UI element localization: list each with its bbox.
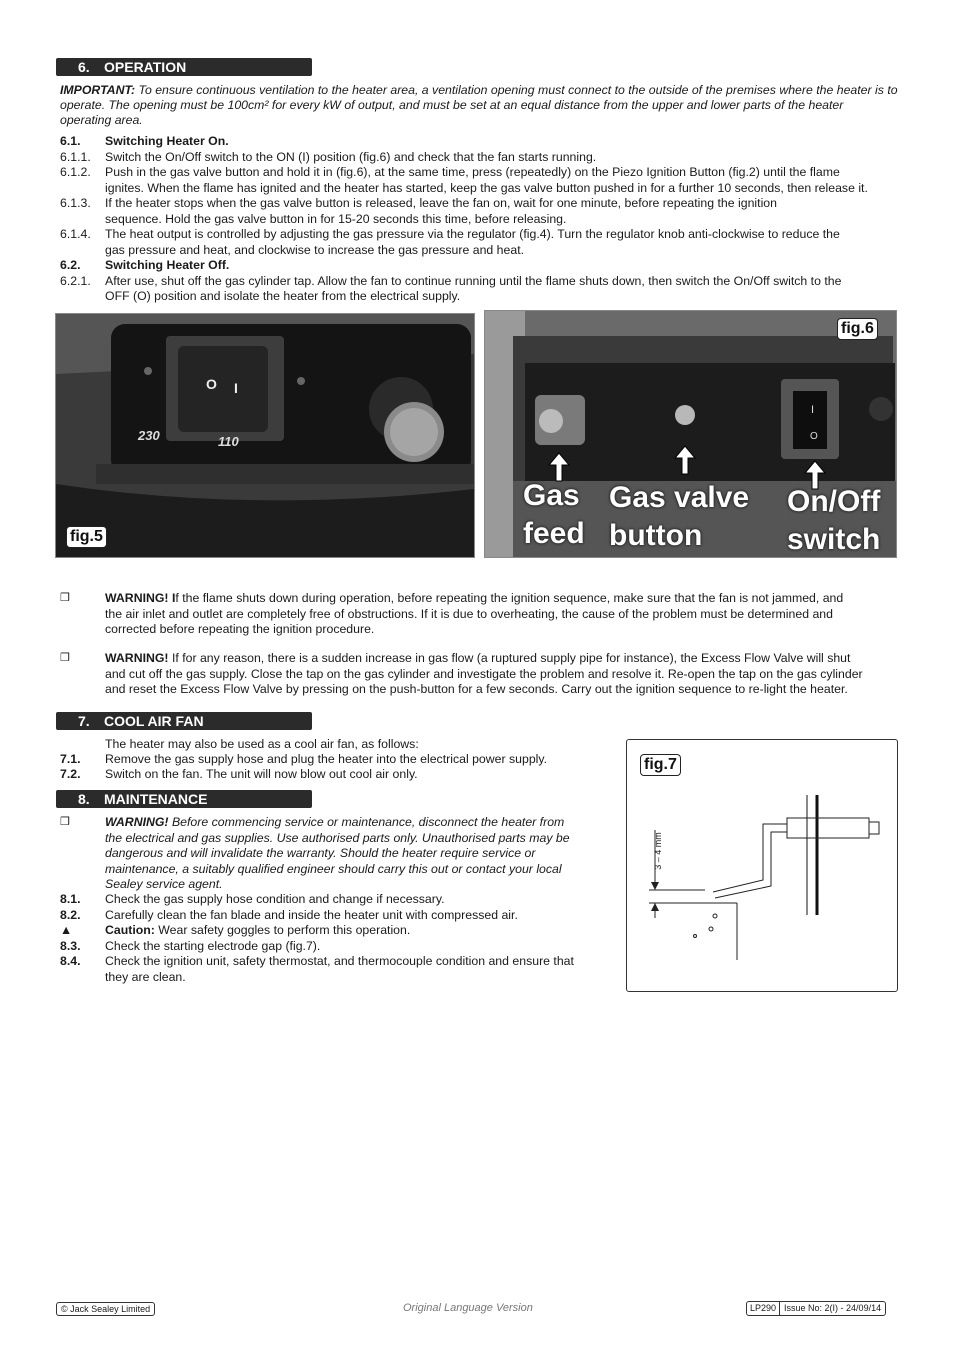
section-title: MAINTENANCE — [104, 791, 208, 807]
item-number: 6.2.1. — [60, 273, 91, 288]
important-line: operating area. — [60, 113, 143, 127]
warning-line: corrected before repeating the ignition procedure. — [105, 622, 375, 636]
important-line: operate. The opening must be 100cm² for every kW of output, and must be set at an equal distance from the upper and lower parts of the heater — [60, 98, 844, 112]
item-number: 7.2. — [60, 767, 81, 781]
important-note — [60, 83, 898, 128]
item-text: Carefully clean the fan blade and inside the heater unit with compressed air. — [105, 907, 518, 922]
issue-box — [746, 1301, 886, 1316]
caution-label: Caution: — [105, 923, 155, 937]
section-8-heading — [56, 790, 312, 808]
switch-on-mark: I — [811, 404, 815, 416]
fig6-photo — [484, 310, 897, 558]
item-number: 6.1.1. — [60, 149, 91, 164]
item-text — [105, 923, 410, 938]
warning-line: Before commencing service or maintenance, disconnect the heater from — [168, 815, 565, 829]
warning-text: If for any reason, there is a sudden increase in gas flow (a ruptured supply pipe for instance), the Excess Flow Valve will shut — [168, 651, 851, 665]
item-text: Check the starting electrode gap (fig.7). — [105, 938, 321, 953]
item-text: Push in the gas valve button and hold it in (fig.6), at the same time, press (repeatedly) on the Piezo Ignition Button (fig.2) until the flame — [105, 165, 840, 179]
original-language-note: Original Language Version — [403, 1302, 533, 1314]
fig6-label: fig.6 — [837, 318, 878, 340]
item-number: 6.1. — [60, 134, 81, 148]
warning-line — [105, 651, 850, 666]
warning-line: Sealey service agent. — [105, 877, 223, 891]
item-text: ignites. When the flame has ignited and the heater has started, keep the gas valve button pushed in for a further 10 seconds, then release it. — [105, 180, 868, 195]
cool-air-intro: The heater may also be used as a cool air fan, as follows: — [105, 737, 419, 751]
item-number: 8.4. — [60, 954, 81, 968]
item-text: Switch the On/Off switch to the ON (I) position (fig.6) and check that the fan starts running. — [105, 149, 597, 164]
model-number: LP290 — [747, 1302, 780, 1315]
item-text: OFF (O) position and isolate the heater from the electrical supply. — [105, 289, 461, 303]
section-title: COOL AIR FAN — [104, 713, 204, 729]
issue-number: Issue No: 2(I) - 24/09/14 — [784, 1303, 882, 1313]
warning-line: the electrical and gas supplies. Use authorised parts only. Unauthorised parts may be — [105, 830, 570, 845]
copyright: © Jack Sealey Limited — [56, 1302, 155, 1316]
warning-line: and cut off the gas supply. Close the tap on the gas cylinder and investigate the problem and resolve it. Re-open the tap on the gas cylinder — [105, 666, 863, 681]
section-number: 8. — [78, 791, 90, 807]
gas-valve-button-label — [609, 479, 749, 555]
warning-text: f the flame shuts down during operation, before repeating the ignition sequence, make sure that the fan is not jammed, and — [175, 591, 844, 605]
item-text: After use, shut off the gas cylinder tap. Allow the fan to continue running until the flame shuts down, then switch the On/Off switch to the — [105, 273, 842, 288]
item-text: Switch on the fan. The unit will now blow out cool air only. — [105, 767, 418, 781]
warning-line: the air inlet and outlet are completely free of obstructions. If it is due to overheating, the cause of the problem must be determined and — [105, 606, 833, 621]
switch-off-mark: O — [206, 376, 217, 392]
item-text: Check the gas supply hose condition and change if necessary. — [105, 892, 445, 906]
voltage-230-label: 230 — [138, 428, 160, 443]
item-number: 6.2. — [60, 258, 81, 272]
gas-valve-arrow-icon — [673, 444, 697, 476]
gas-feed-label — [523, 477, 585, 553]
label-line: Gas valve — [609, 481, 750, 514]
item-number: 8.3. — [60, 938, 81, 953]
item-number: 8.1. — [60, 892, 81, 906]
item-number: 6.1.4. — [60, 227, 91, 241]
checkbox-bullet-icon: ❒ — [60, 592, 70, 604]
warning-line — [105, 591, 843, 606]
electrode-gap-drawing — [627, 740, 897, 991]
label-line: Gas — [523, 479, 580, 512]
item-number: 8.2. — [60, 907, 81, 922]
important-label: IMPORTANT: — [60, 83, 136, 97]
label-line: On/Off — [787, 485, 881, 518]
warning-label: WARNING! — [105, 651, 169, 665]
section-number: 7. — [78, 713, 90, 729]
section-7-heading — [56, 712, 312, 730]
item-text: sequence. Hold the gas valve button in for 15-20 seconds this time, before releasing. — [105, 211, 567, 226]
onoff-switch-label — [787, 483, 880, 558]
section-number: 6. — [78, 59, 90, 75]
fig7-diagram — [626, 739, 898, 992]
item-text: they are clean. — [105, 969, 186, 984]
switch-on-mark: I — [234, 380, 238, 396]
item-text: Switching Heater On. — [105, 134, 229, 148]
gap-dimension-label: 3 – 4 mm — [653, 832, 663, 870]
maintenance-warning — [105, 815, 570, 893]
warning-label: WARNING! I — [105, 591, 176, 605]
item-number: 6.1.2. — [60, 165, 91, 179]
fig5-photo — [55, 313, 475, 558]
caution-text: Wear safety goggles to perform this operation. — [154, 923, 411, 937]
important-line: To ensure continuous ventilation to the heater area, a ventilation opening must connect to the outside of the premises where the heater is to — [135, 83, 898, 97]
item-text: Remove the gas supply hose and plug the heater into the electrical power supply. — [105, 752, 548, 766]
label-line: feed — [523, 517, 585, 550]
item-text: Switching Heater Off. — [105, 258, 230, 272]
label-line: button — [609, 519, 703, 552]
fig7-label: fig.7 — [640, 754, 681, 776]
switch-off-mark: O — [810, 431, 818, 442]
item-text: Check the ignition unit, safety thermostat, and thermocouple condition and ensure that — [105, 954, 574, 968]
warning-label: WARNING! — [105, 815, 169, 829]
item-text: The heat output is controlled by adjusting the gas pressure via the regulator (fig.4). Turn the regulator knob anti-clockwise to reduce the — [105, 227, 840, 241]
section-6-heading — [56, 58, 312, 76]
item-text: If the heater stops when the gas valve button is released, leave the fan on, wait for one minute, before repeating the ignition — [105, 196, 777, 210]
warning-line: dangerous and will invalidate the warranty. Should the heater require service or — [105, 846, 536, 860]
voltage-110-label: 110 — [218, 434, 239, 449]
checkbox-bullet-icon: ❒ — [60, 652, 70, 664]
item-text: gas pressure and heat, and clockwise to increase the gas pressure and heat. — [105, 242, 525, 257]
label-line: switch — [787, 523, 881, 556]
checkbox-bullet-icon: ❒ — [60, 816, 70, 828]
caution-triangle-icon: ▲ — [60, 923, 73, 937]
warning-line: maintenance, a suitably qualified engineer should carry this out or contact your local — [105, 861, 562, 876]
fig5-label: fig.5 — [66, 526, 107, 548]
section-title: OPERATION — [104, 59, 187, 75]
item-number: 6.1.3. — [60, 196, 91, 210]
item-number: 7.1. — [60, 752, 81, 766]
heater-control-panel-image — [56, 314, 474, 557]
warning-line: and reset the Excess Flow Valve by pressing on the push-button for a few seconds. Carry out the ignition sequence to re-light the heater. — [105, 682, 848, 696]
